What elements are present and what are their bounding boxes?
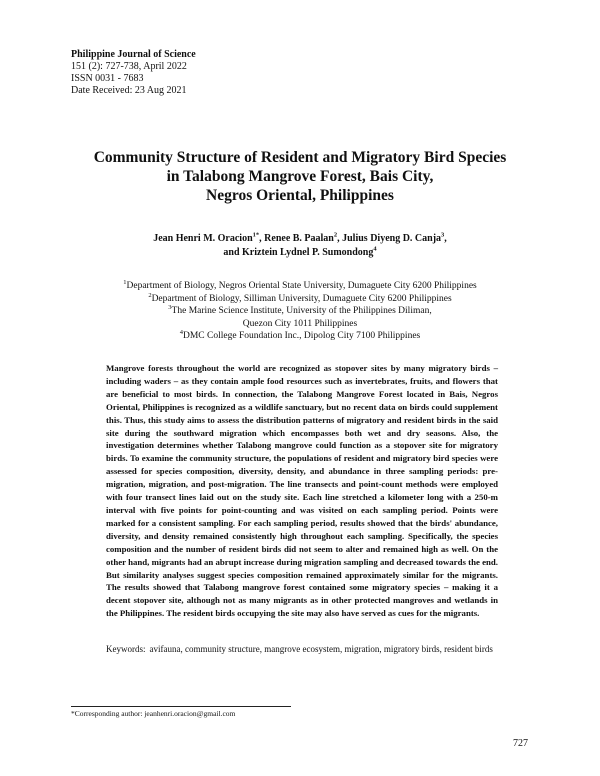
journal-header <box>71 49 196 97</box>
affiliation-3 <box>60 305 540 318</box>
affiliation-3-cont: Quezon City 1011 Philippines <box>242 318 358 329</box>
affiliations <box>60 280 540 343</box>
affiliation-4 <box>60 330 540 343</box>
author-separator: , <box>444 233 447 244</box>
author-list <box>60 232 540 260</box>
journal-citation: 151 (2): 727-738, April 2022 <box>71 61 187 72</box>
author-2: Renee B. Paalan <box>264 233 334 244</box>
journal-name: Philippine Journal of Science <box>71 49 196 60</box>
footnote-divider <box>71 706 291 707</box>
affiliation-3-sup: 3 <box>168 303 172 311</box>
affiliation-1-text: Department of Biology, Negros Oriental State University, Dumaguete City 6200 Philippines <box>126 281 477 291</box>
author-4: Kriztein Lydnel P. Sumondong <box>242 247 374 258</box>
abstract: Mangrove forests throughout the world are recognized as stopover sites by many migratory birds – including waders – as they contain ample food resources such as invertebrates, fruits, and flowers that are beneficial to most birds. In connection, the Talabong Mangrove Forest located in Bais, Negros Oriental, Philippines is recognized as a wildlife sanctuary, but no recent data on birds could supplement this. Thus, this study aims to assess the distribution patterns of migratory and resident birds in the said site during the southward migration which encompasses both wet and dry seasons. Also, the investigation determines whether Talabong mangrove could function as a stopover site for migratory birds. To examine the community structure, the populations of resident and migratory bird species were assessed for species composition, diversity, density, and abundance in three sampling periods: pre-migration, migration, and post-migration. The line transects and point-count methods were employed with four transect lines laid out on the study site. Each line stretched a kilometer long with a 250-m interval with five points for point-counting and was visited on each sampling period. Points were marked for a consistent sampling. For each sampling period, results showed that the birds' abundance, diversity, and density remained consistently high throughout each sampling. Specifically, the species composition and the number of resident birds did not seem to alter and remained high as well. On the other hand, migrants had an abrupt increase during migration sampling and decreased towards the end. But similarity analyses suggest species composition remained approximately similar for the migrants. The results showed that Talabong mangrove forest contained some migratory species – making it a decent stopover site, although not as many migrants as in other protected mangroves and wetlands in the Philippines. The resident birds occupying the site may also have served as cues for the migrants. <box>106 363 498 619</box>
author-3-sup: 3 <box>441 231 445 239</box>
author-line-2 <box>60 246 540 260</box>
affiliation-2-sup: 2 <box>148 291 152 299</box>
author-4-sup: 4 <box>373 245 377 253</box>
author-separator: , <box>259 233 265 244</box>
affiliation-2 <box>60 293 540 306</box>
affiliation-1-sup: 1 <box>123 278 127 286</box>
corresponding-author-footnote: *Corresponding author: jeanhenri.oracion@gmail.com <box>71 709 236 718</box>
title-line-3: Negros Oriental, Philippines <box>206 187 394 204</box>
journal-issn: ISSN 0031 - 7683 <box>71 73 144 84</box>
author-line-1 <box>60 232 540 246</box>
author-1: Jean Henri M. Oracion <box>153 233 253 244</box>
keywords <box>106 643 498 655</box>
author-separator: , <box>337 233 343 244</box>
affiliation-1 <box>60 280 540 293</box>
affiliation-4-text: DMC College Foundation Inc., Dipolog City 7100 Philippines <box>183 331 421 341</box>
keywords-text: avifauna, community structure, mangrove ecosystem, migration, migratory birds, resident birds <box>149 644 493 654</box>
page-number: 727 <box>513 738 528 749</box>
affiliation-4-sup: 4 <box>179 328 183 336</box>
author-3: Julius Diyeng D. Canja <box>342 233 442 244</box>
affiliation-3-text: The Marine Science Institute, University of the Philippines Diliman, <box>171 306 432 316</box>
title-line-2: in Talabong Mangrove Forest, Bais City, <box>166 168 434 185</box>
keywords-label: Keywords: <box>106 644 146 654</box>
paper-title <box>60 148 540 205</box>
title-line-1: Community Structure of Resident and Migratory Bird Species <box>93 149 507 166</box>
date-received: Date Received: 23 Aug 2021 <box>71 85 187 96</box>
author-conjunction: and <box>223 247 243 258</box>
author-2-sup: 2 <box>333 231 338 239</box>
affiliation-2-text: Department of Biology, Silliman University, Dumaguete City 6200 Philippines <box>151 293 452 304</box>
author-1-sup: 1* <box>252 231 260 239</box>
